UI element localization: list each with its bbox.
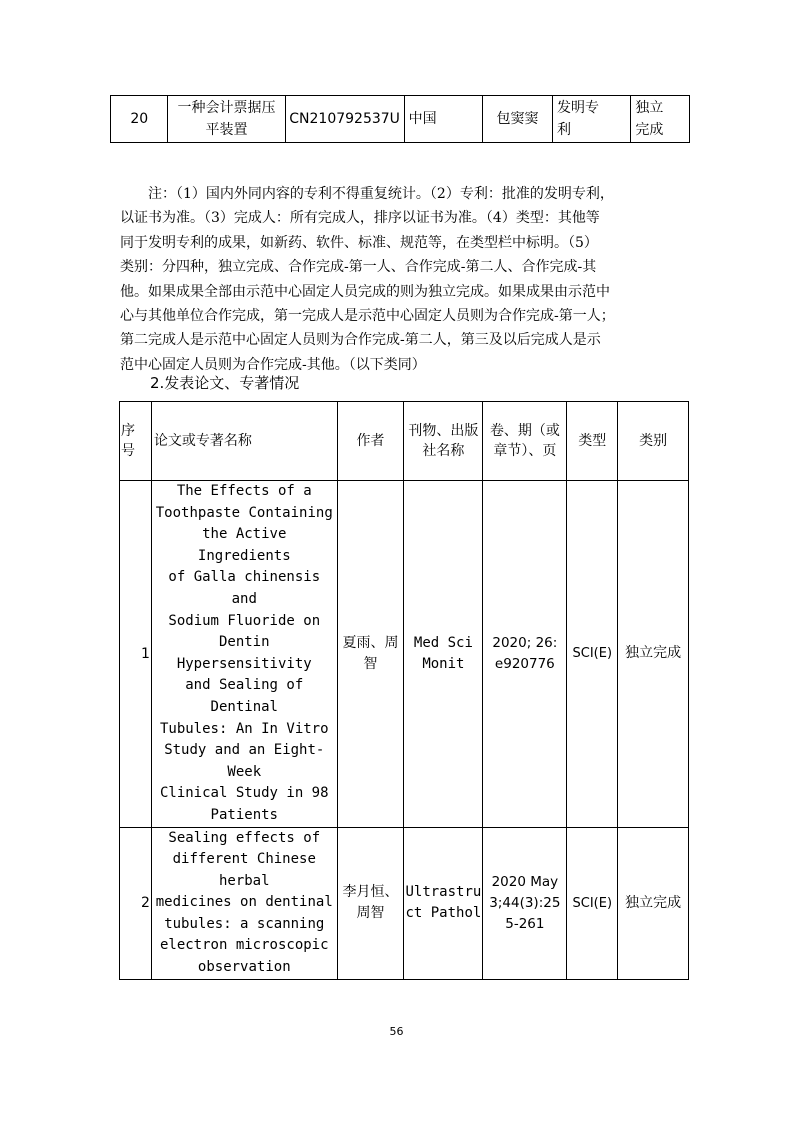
paper-table (119, 401, 689, 980)
paper-volume (483, 827, 567, 979)
paper-volume (483, 481, 567, 828)
paper-author-line: 李月恒、 (342, 884, 399, 901)
patent-id: CN210792537U (285, 96, 404, 143)
page-number: 56 (389, 1025, 404, 1038)
paper-title-line: Dentin Hypersensitivity (176, 634, 312, 672)
row-seq: 2 (120, 827, 152, 979)
paper-table-header (120, 402, 689, 481)
header-volume-line: 章节）、页 (493, 443, 557, 459)
paper-category: 独立完成 (618, 827, 689, 979)
paper-title (151, 827, 337, 979)
header-volume (483, 402, 567, 481)
patent-table (110, 95, 690, 143)
header-category: 类别 (618, 402, 689, 481)
paper-title (151, 481, 337, 828)
table-row (120, 827, 689, 979)
paper-title-line: Clinical Study in 98 (159, 785, 329, 802)
paper-title-line: Toothpaste Containing (155, 504, 333, 521)
paper-volume-line: 2020; 26: (492, 634, 558, 651)
note-line: 他。如果成果全部由示范中心固定人员完成的则为独立完成。如果成果由示范中 (120, 283, 610, 300)
header-volume-line: 卷、期（或 (489, 423, 560, 439)
paper-journal-line: Med Sci (413, 634, 473, 651)
patent-country: 中国 (404, 96, 482, 143)
patent-category (631, 96, 690, 143)
paper-title-line: observation (197, 959, 291, 976)
patent-name-line: 一种会计票据压 (177, 100, 276, 116)
paper-title-line: Sealing effects of (168, 829, 321, 846)
paper-journal-line: Monit (422, 655, 465, 672)
note-line: 同于发明专利的成果，如新药、软件、标准、规范等，在类型栏中标明。（5） (120, 234, 598, 251)
note-line: 注：（1）国内外同内容的专利不得重复统计。（2）专利：批准的发明专利， (148, 186, 614, 202)
header-seq-line: 号 (121, 443, 135, 459)
note-line: 心与其他单位合作完成，第一完成人是示范中心固定人员则为合作完成-第一人； (120, 308, 615, 325)
note-line: 第二完成人是示范中心固定人员则为合作完成-第二人，第三及以后完成人是示 (120, 332, 601, 349)
paper-author (337, 827, 404, 979)
paper-volume-line: 5-261 (505, 915, 545, 932)
header-type: 类型 (567, 402, 618, 481)
paper-author (337, 481, 404, 828)
header-journal-line: 刊物、出版 (408, 423, 479, 439)
paper-title-line: tubules: a scanning (164, 915, 325, 932)
paper-title-line: Tubules: An In Vitro (159, 720, 329, 737)
paper-title-line: medicines on dentinal (155, 894, 333, 911)
patent-row (111, 96, 690, 143)
patent-category-line: 独立 (635, 100, 664, 116)
paper-title-line: the Active Ingredients (197, 526, 291, 564)
patent-holder: 包窦窦 (483, 96, 553, 143)
patent-type-line: 利 (557, 122, 572, 138)
header-author: 作者 (337, 402, 404, 481)
paper-title-line: The Effects of a (176, 483, 312, 499)
note-line: 类别：分四种，独立完成、合作完成-第一人、合作完成-第二人、合作完成-其 (120, 259, 597, 276)
paper-journal (404, 481, 483, 828)
note-line: 以证书为准。（3）完成人：所有完成人，排序以证书为准。（4）类型：其他等 (120, 210, 600, 227)
note-line: 范中心固定人员则为合作完成-其他。（以下类同） (120, 356, 426, 373)
paper-title-line: Sodium Fluoride on (168, 612, 321, 629)
note-paragraph (120, 182, 685, 377)
header-seq (120, 402, 152, 481)
paper-author-line: 周智 (356, 905, 385, 922)
patent-type-line: 发明专 (557, 100, 600, 116)
paper-type: SCI(E) (567, 827, 618, 979)
paper-author-line: 智 (363, 655, 378, 672)
header-title: 论文或专著名称 (151, 402, 337, 481)
paper-volume-line: 2020 May (491, 873, 559, 890)
paper-journal-line: ct Pathol (405, 905, 482, 922)
patent-category-line: 完成 (635, 122, 664, 138)
header-seq-line: 序 (121, 423, 135, 439)
paper-title-line: electron microscopic (159, 937, 329, 954)
paper-journal-line: Ultrastru (405, 884, 482, 901)
paper-title-line: Study and an Eight-Week (164, 742, 325, 780)
table-row (120, 481, 689, 828)
header-journal (404, 402, 483, 481)
paper-title-line: Patients (210, 806, 278, 823)
paper-title-line: and Sealing of Dentinal (185, 677, 304, 715)
patent-type (553, 96, 631, 143)
paper-category: 独立完成 (618, 481, 689, 828)
patent-name (168, 96, 285, 143)
paper-title-line: different Chinese herbal (172, 851, 316, 889)
patent-number: 20 (111, 96, 168, 143)
paper-volume-line: e920776 (494, 655, 555, 672)
paper-title-line: of Galla chinensis and (168, 569, 321, 607)
paper-volume-line: 3;44(3):25 (489, 894, 561, 911)
section-title: 2.发表论文、专著情况 (150, 374, 300, 392)
patent-name-line: 平装置 (205, 122, 248, 138)
paper-author-line: 夏雨、周 (342, 634, 399, 651)
row-seq: 1 (120, 481, 152, 828)
paper-journal (404, 827, 483, 979)
header-journal-line: 社名称 (422, 443, 465, 459)
paper-type: SCI(E) (567, 481, 618, 828)
